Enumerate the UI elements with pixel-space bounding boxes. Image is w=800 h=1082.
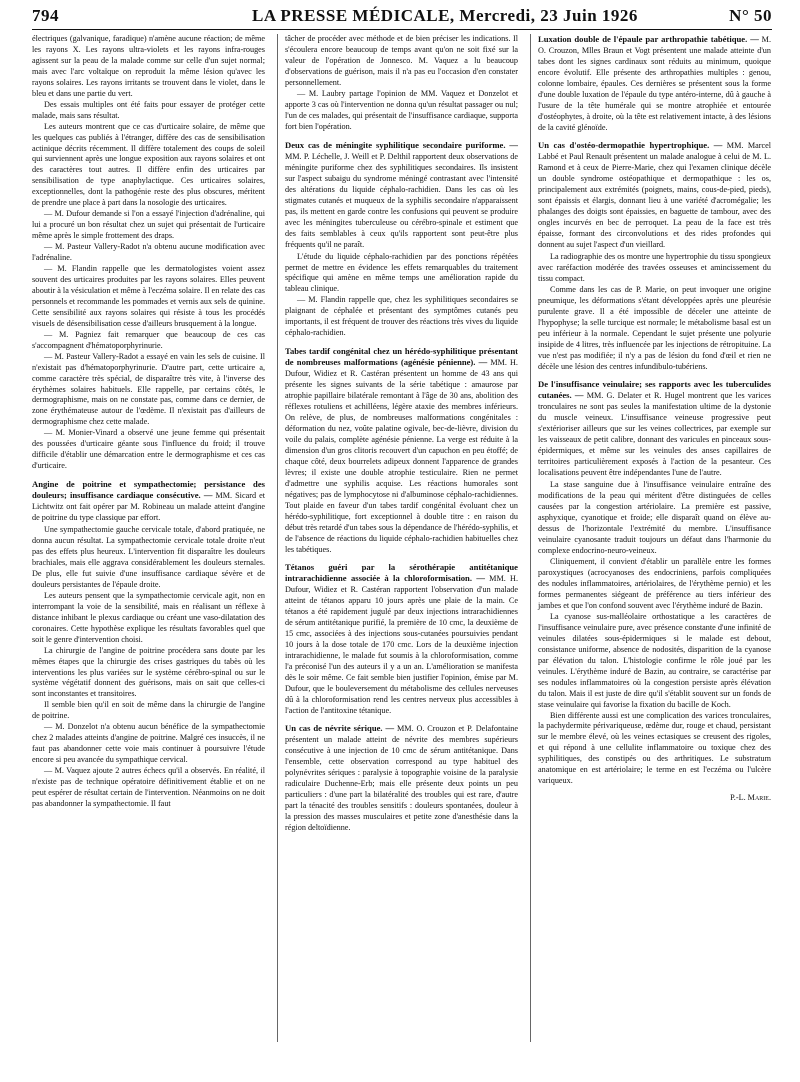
paragraph: électriques (galvanique, faradique) n'amène aucune réaction; de même les rayons X. Les rayons ultra-violets et les rayons infra-rouges agissent sur la peau de la malade comme sur celle d'un sujet normal; mais avec l'arc voltaïque on reproduit la même lésion qu'avec les rayons solaires. Les rayons irritants se trouvent dans le violet, dans le bleu et dans une partie du vert. (32, 34, 265, 98)
paragraph: — M. Vaquez ajoute 2 autres échecs qu'il a observés. En réalité, il n'existe pas de technique opératoire définitivement établie et on ne peut espérer de résultat certain de l'intervention. Néanmoins on ne doit pas abandonner la sympathectomie. Il faut (32, 766, 265, 808)
author-signature: P.-L. Marie. (730, 793, 771, 803)
paragraph: La chirurgie de l'angine de poitrine procédera sans doute par les mêmes étapes que la chirurgie des crises gastriques du tabès où les interventions les plus variées sur le système cérébro-spinal ou sur le système végétatif donnent des guérisons, mais on sait que celles-ci sont inconstantes et transitoires. (32, 645, 265, 699)
paragraph: Les auteurs pensent que la sympathectomie cervicale agit, non en interrompant la voie de la sensibilité, mais en réalisant un réflexe à distance inhibant le plexus cardiaque ou créant une vaso-dilatation des coronaires. Cette hypothèse explique les résultats favorables quel que soit le genre d'intervention choisi. (32, 590, 265, 644)
paragraph: — M. Laubry partage l'opinion de MM. Vaquez et Donzelot et apporte 3 cas où l'intervention ne donna qu'un résultat passager ou nul; l'un de ces malades, qui présentait de l'insuffisance cardiaque, supporta fort bien l'opération. (285, 88, 518, 131)
paragraph: Les auteurs montrent que ce cas d'urticaire solaire, de même que les quelques cas publiés à l'étranger, diffère des cas de sensibilisation actinique décrits récemment. Il diffère totalement des coups de soleil qui surviennent après une longue exposition aux rayons solaires et ont des caractères tout autres. Il diffère enfin des urticaires par sensibilisation de type anaphylactique. Ces urticaires solaires, exceptionnelles, dont la pathogénie reste des plus obscures, méritent de prendre une place à part dans la nosologie des urticaires. (32, 121, 265, 208)
header-rule (32, 29, 772, 30)
section-heading: Deux cas de méningite syphilitique secondaire puriforme. — MM. P. Léchelle, J. Weill et P. Delthil rapportent deux observations de méningite puriforme chez des syphilitiques secondaires. Ils insistent sur l'aspect subaigu du syndrome méningé contrastant avec l'intensité des altérations du liquide céphalo-rachidien. Dans les cas où les stigmates cutanés et muqueux de la syphilis secondaire n'apparaissent pas, ils mettent en garde contre les confusions qui peuvent se produire avec les méningites tuberculeuse ou cérébro-spinale et estiment que des faits semblables à ceux qu'ils rapportent sont peut-être plus fréquents qu'il ne paraît. (285, 139, 518, 249)
page-number: 794 (32, 6, 59, 25)
paragraph: — M. Pagniez fait remarquer que beaucoup de ces cas s'accompagnent d'hématoporphyrinurie. (32, 329, 265, 350)
paragraph: Cliniquement, il convient d'établir un parallèle entre les formes paroxystiques (acrocyanoses des endocriniens, parfois compliquées des nodules inflammatoires, artériolaires, de l'érythème pernio) et les formes permanentes siégeant de préférence au tiers inférieur des jambes et que l'on confond souvent avec l'érythème induré de Bazin. (538, 557, 771, 610)
page-header (32, 6, 772, 30)
paragraph: L'étude du liquide céphalo-rachidien par des ponctions répétées permet de mettre en évidence les effets remarquables du traitement spécifique qui amène en même temps une amélioration rapide du tableau clinique. (285, 251, 518, 294)
paragraph: Des essais multiples ont été faits pour essayer de protéger cette malade, mais sans résultat. (32, 99, 265, 120)
paragraph: Une sympathectomie gauche cervicale totale, d'abord pratiquée, ne donna aucun résultat. La sympathectomie cervicale totale droite n'eut pas des effets plus heureux. L'intervention fit disparaître les douleurs brachiales, mais elle aggrava considérablement les douleurs sternales. De plus, elle fut suivie d'une insuffisance cardiaque sévère et de douleurs persistantes de l'épaule droite. (32, 525, 265, 589)
column-divider (277, 34, 278, 1042)
section-heading: De l'insuffisance veinulaire; ses rapports avec les tuberculides cutanées. — MM. G. Delater et R. Hugel montrent que les varices tronculaires ne sont pas seules la manifestation ultime de la dystonie du muscle veineux. L'insuffisance veineuse progressive peut s'extérioriser ailleurs que sur les veines collectrices, par exemple sur les vaisseaux de petit calibre, donnant des varicules en pinceaux sous-épidermiques, et même sur les veinules des anses capillaires de territoires particulièrement exposés à l'action de la pesanteur. Ces localisations peuvent être indépendantes l'une de l'autre. (538, 379, 771, 478)
paragraph: Comme dans les cas de P. Marie, on peut invoquer une origine pneumique, les déformations s'étant développées après une pleurésie purulente grave. Il a été impossible de déceler une atteinte de l'hypophyse; la selle turcique est normale; le métabolisme basal est un peu inférieur à la normale. Cependant le sujet présente une polyurie insipide de 4 litres, très influencée par les injections de rétropituine. La vue n'est pas modifiée; il n'y a pas de lésion du fond d'œil et rien ne décèle une lésion des centres infundibulo-tubériens. (538, 284, 771, 371)
paragraph: — M. Pasteur Vallery-Radot a essayé en vain les sels de cuisine. Il n'existait pas d'hématoporphyrinurie. D'autre part, cette urticaire a, comme caractère très spécial, de disparaître très vite, à l'inverse des érythèmes solaires habituels. Elle rappelle, par certains côtés, le dermographisme, mais on ne constate pas, comme dans ce dernier, de zone érythémateuse autour de l'œdème. Il n'existait pas d'ailleurs de dermographisme chez cette malade. (32, 351, 265, 427)
section-heading: Angine de poitrine et sympathectomie; persistance des douleurs; insuffisance cardiaque consécutive. — MM. Sicard et Lichtwitz ont fait opérer par M. Robineau un malade atteint d'angine de poitrine du type classique par effort. (32, 479, 265, 523)
paragraph: — M. Dufour demande si l'on a essayé l'injection d'adrénaline, qui lui a procuré un bon résultat chez un sujet qui présentait de l'urticaire même après le simple frottement des draps. (32, 209, 265, 241)
section-heading: Un cas de névrite sérique. — MM. O. Crouzon et P. Delafontaine présentent un malade atteint de névrite des membres supérieurs consécutive à une injection de 10 cmc de sérum antitétanique. Dans l'ensemble, cette observation correspond au type habituel des polynévrites sériques : paralysie à topographie voisine de la paralysie radiculaire Duchenne-Erb; mais elle présente deux points un peu particuliers : d'une part la bilatéralité des troubles qui est rare, d'autre part la ténacité des troubles sensitifs : douleurs spontanées, douleur à la pression des masses musculaires et petite zone d'anesthésie dans la région deltoïdienne. (285, 723, 518, 833)
paragraph: tâcher de procéder avec méthode et de bien préciser les indications. Il s'écoulera encore beaucoup de temps avant qu'on ne soit fixé sur la valeur de l'opération de Jonnesco. M. Vaquez a lu beaucoup d'observations de guérison, mais il n'a pas eu l'occasion d'en constater personnellement. (285, 34, 518, 87)
section-heading: Luxation double de l'épaule par arthropathie tabétique. — M. O. Crouzon, Mlles Braun et Vogt présentent une malade atteinte d'un tabes dont les signes cardinaux sont réduits au minimum, quoique encore évolutif. Elle présente des arthropathies multiples : genou, colonne lombaire, épaules. Ces dernières se présentent sous la forme d'une double luxation de l'épaule du type antéro-interne, dû à gauche à l'usure de la tête humérale qui se montre atrophiée et entourée d'ostéophytes, à droite, où la tête est relativement intacte, à des lésions de la cavité glénoïde. (538, 34, 772, 132)
paragraph: La cyanose sus-malléolaire orthostatique a les caractères de l'insuffisance veinulaire pure, avec présence constante d'une infinité de veinules dilatées sous-épidermiques si le malade est debout, consistance uniforme, absence de nodosités, disparition de la cyanose par élévation du talon. L'histologie confirme le rôle joué par les veinules. L'érythème induré de Bazin, au contraire, se caractérise par ses nodules inflammatoires où la congestion persiste après élévation du talon. Mais il est juste de dire qu'il s'établit souvent sur un fonds de stase veinulaire qui favorise la fixation du bacille de Koch. (538, 611, 771, 709)
column-2 (285, 34, 518, 835)
paragraph: La stase sanguine due à l'insuffisance veinulaire entraîne des modifications de la peau qui méritent d'être distinguées de celles causées par la congestion artériolaire. La première est passive, asphyxique, cyanotique et froide; elle disparaît quand on élève au-dessus de l'horizontale l'extrémité du membre. L'insuffisance veinulaire cyanosante traduit toujours un défaut dans l'harmonie du complexe endocrino-neuro-veineux. (538, 480, 771, 556)
issue-number: N° 50 (729, 6, 772, 25)
paragraph: Il semble bien qu'il en soit de même dans la chirurgie de l'angine de poitrine. (32, 700, 265, 721)
paragraph: — M. Pasteur Vallery-Radot n'a obtenu aucune modification avec l'adrénaline. (32, 242, 265, 263)
section-heading: Un cas d'ostéo-dermopathie hypertrophique. — MM. Marcel Labbé et Paul Renault présentent un malade analogue à celui de M. L. Ramond et à ceux de Pierre-Marie, chez qui l'examen clinique décèle un double syndrome ostéopathique et dermopathique : les os, principalement aux extrémités (poignets, mains, cous-de-pied, pieds), sont épaissis et élargis, donnant lieu à une variété d'acromégalie; les phalanges des doigts sont épaissies, en baguette de tambour, avec des ongles incurvés en bec de perroquet. La peau de la face est très épaisse, formant des circonvolutions et des rides profondes qui donnent au sujet l'aspect d'un vieillard. (538, 140, 772, 249)
paragraph: — M. Monier-Vinard a observé une jeune femme qui présentait des poussées d'urticaire géante sous l'influence du froid; il trouve difficile d'établir une démarcation entre le dermographisme et ces cas d'urticaire. (32, 428, 265, 471)
paragraph: Bien différente aussi est une complication des varices tronculaires, la pachydermite périvariqueuse, œdème dur, rouge et chaud, persistant sur le membre élevé, où les veines ectasiques se creusent des rigoles, et qui répond à une cellulite inflammatoire ou toxique chez des syphilitiques, des constipés ou des arthritiques. Le substratum anatomique en est artériolaire; le terme en est l'eczéma ou l'ulcère variqueux. (538, 710, 771, 786)
section-heading: Tétanos guéri par la sérothérapie antitétanique intrarachidienne associée à la chloroformisation. — MM. H. Dufour, Widiez et R. Castéran rapportent l'observation d'un malade atteint de tétanos apparu 10 jours après une plaie de la main. Ce tétanos a été rapidement jugulé par deux injections intrarachidiennes de sérum antitétanique purifié, la première de 10 cmc, la deuxième de 15 cmc, associées à des injections sous-cutanées poursuivies pendant 10 jours à la dose totale de 170 cmc. Lors de la deuxième injection intrarachidienne, le malade fut soumis à la chloroformisation, comme l'a préconisé l'un des auteurs il y a un an. L'amélioration se manifesta dès le soir même. Ce fait semble bien justifier l'opinion, émise par M. Dufour, que le bouleversement du métabolisme des cellules nerveuses dû à la chloroformisation rend les centres nerveux plus accessibles à l'action de l'antitoxine tétanique. (285, 562, 518, 716)
journal-title: LA PRESSE MÉDICALE, Mercredi, 23 Juin 1926 (252, 6, 638, 25)
paragraph: La radiographie des os montre une hypertrophie du tissu spongieux avec raréfaction modérée des travées osseuses et amincissement du tissu compact. (538, 252, 771, 283)
section-heading: Tabes tardif congénital chez un hérédo-syphilitique présentant de nombreuses malformations (agénésie pénienne). — MM. H. Dufour, Widiez et R. Castéran présentent un homme de 43 ans qui présente les signes suivants de la série tabétique : amaurose par atrophie papillaire bilatérale remontant à l'âge de 30 ans, abolition des réflexes rotuliens et achilléens, légère ataxie des membres inférieurs. On relève, de plus, de nombreuses malformations congénitales : déformation du nez, voûte palatine ogivale, bec-de-lièvre, division du voile du palais, complète agénésie pénienne. La verge est réduite à la dimension d'un gros clitoris recouvert d'un capuchon en peu étoffé; de chaque côté, deux bourrelets adipeux donnent l'apparence de grandes lèvres; il existe une double atrophie testiculaire. Rien ne permet d'admettre une syphilis acquise. Les réactions humorales sont négatives; pas de lymphocytose ni d'albuminose céphalo-rachidiennes. Tout plaide en faveur d'un tabes tardif congénital évoluant chez un hérédo-syphilitique, fort exceptionnel à double titre : en raison du début très retardé d'un tabes sous la dépendance de l'hérédo-syphilis, et de l'absence de réactions du liquide céphalo-rachidien habituelles chez les tabétiques. (285, 346, 518, 555)
paragraph: — M. Donzelot n'a obtenu aucun bénéfice de la sympathectomie chez 2 malades atteints d'angine de poitrine. Malgré ces insuccès, il ne faut pas abandonner cette voie mais continuer à poursuivre l'étude encore si peu avancée du sympathique cervical. (32, 722, 265, 765)
column-3 (538, 34, 771, 804)
column-1 (32, 34, 265, 810)
paragraph: — M. Flandin rappelle que, chez les syphilitiques secondaires se plaignant de céphalée et présentant des symptômes cutanés peu importants, il est fréquent de trouver des réactions très vives du liquide céphalo-rachidien. (285, 295, 518, 338)
column-divider (530, 34, 531, 1042)
paragraph: — M. Flandin rappelle que les dermatologistes voient assez souvent des urticaires produites par les rayons solaires. Elles peuvent aboutir à la vésiculation et même à l'eczéma solaire. Il en relate des cas personnels et recommande les pommades et vernis aux sels de quinine. Cette sensibilité aux rayons solaires qui résiste à tous les procédés visuels de désensibilisation cesse d'ailleurs brusquement à la longue. (32, 264, 265, 328)
